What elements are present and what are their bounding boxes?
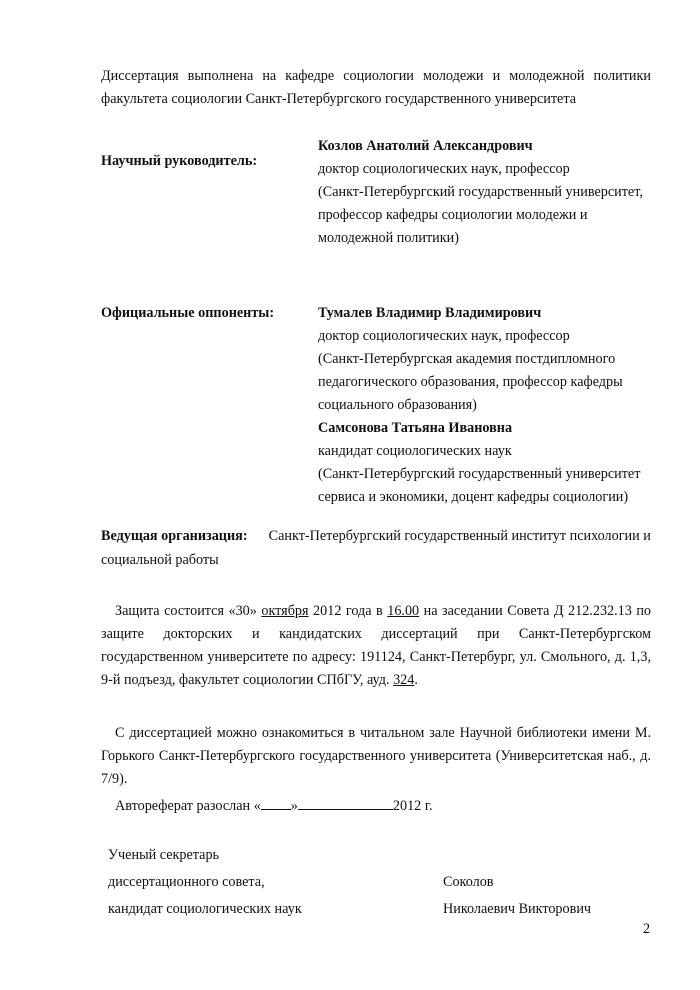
sent-day-blank <box>261 795 291 810</box>
opponent-1-detail: педагогического образования, профессор кафедры <box>318 374 623 390</box>
defense-line-1 <box>101 600 651 623</box>
defense-time: 16.00 <box>387 603 420 619</box>
supervisor-detail: (Санкт-Петербургский государственный университет, <box>318 184 643 200</box>
supervisor-name: Козлов Анатолий Александрович <box>318 138 533 154</box>
library-paragraph <box>101 722 651 791</box>
intro-line-1: Диссертация выполнена на кафедре социологии молодежи и молодежной политики <box>101 68 651 84</box>
intro-paragraph <box>101 65 651 111</box>
defense-address-end: 9-й подъезд, факультет социологии СПбГУ, ауд. <box>101 672 390 688</box>
intro-line-2: факультета социологии Санкт-Петербургского государственного университета <box>101 91 577 107</box>
opponent-1-detail: (Санкт-Петербургская академия постдипломного <box>318 351 616 367</box>
sent-line <box>115 795 433 818</box>
opponent-1-detail: социального образования) <box>318 397 477 413</box>
supervisor-label: Научный руководитель: <box>101 153 258 169</box>
opponent-2-name: Самсонова Татьяна Ивановна <box>318 420 513 436</box>
supervisor-detail: доктор социологических наук, профессор <box>318 161 570 177</box>
page-number: 2 <box>643 921 651 937</box>
defense-line-2: защите докторских и кандидатских диссертаций при Санкт-Петербургском <box>101 626 651 642</box>
opponents-label: Официальные оппоненты: <box>101 305 275 321</box>
lead-org-label: Ведущая организация: <box>101 528 248 544</box>
library-line-1: С диссертацией можно ознакомиться в читальном зале Научной библиотеки имени М. <box>115 725 651 741</box>
defense-text: 2012 года в <box>313 603 383 619</box>
opponent-2-detail: сервиса и экономики, доцент кафедры социологии) <box>318 489 629 505</box>
opponent-2-detail: кандидат социологических наук <box>318 443 512 459</box>
sent-prefix: Автореферат разослан « <box>115 798 261 814</box>
defense-paragraph <box>101 600 651 692</box>
lead-org-line-2: социальной работы <box>101 552 219 568</box>
supervisor-detail: молодежной политики) <box>318 230 459 246</box>
defense-line-4 <box>101 669 651 692</box>
defense-period: . <box>414 672 418 688</box>
opponents-block <box>318 302 658 509</box>
defense-room: 324 <box>393 672 415 688</box>
library-line-2: Горького Санкт-Петербургского государственного университета (Университетская наб., д. <box>101 748 651 764</box>
secretary-name-block <box>443 869 643 923</box>
secretary-surname: Соколов <box>443 874 494 890</box>
defense-text: на заседании Совета Д 212.232.13 по <box>423 603 652 619</box>
supervisor-block <box>318 135 658 250</box>
defense-month: октября <box>261 603 309 619</box>
secretary-given-names: Николаевич Викторович <box>443 901 592 917</box>
opponent-2-detail: (Санкт-Петербургский государственный университет <box>318 466 641 482</box>
opponent-1-name: Тумалев Владимир Владимирович <box>318 305 542 321</box>
secretary-council: диссертационного совета, <box>108 874 265 890</box>
defense-line-3: государственном университете по адресу: 191124, Санкт-Петербург, ул. Смольного, д. 1,3, <box>101 649 651 665</box>
defense-text: Защита состоится «30» <box>115 603 257 619</box>
sent-suffix: 2012 г. <box>392 798 433 814</box>
lead-org-text: Санкт-Петербургский государственный институт психологии и <box>268 528 651 544</box>
secretary-title: Ученый секретарь <box>108 847 220 863</box>
supervisor-detail: профессор кафедры социологии молодежи и <box>318 207 588 223</box>
sent-month-blank <box>298 795 393 810</box>
opponent-1-detail: доктор социологических наук, профессор <box>318 328 570 344</box>
library-line-3: 7/9). <box>101 771 128 787</box>
secretary-block <box>108 842 338 923</box>
secretary-degree: кандидат социологических наук <box>108 901 302 917</box>
lead-org-line-1 <box>101 525 651 548</box>
sent-mid: » <box>290 798 298 814</box>
